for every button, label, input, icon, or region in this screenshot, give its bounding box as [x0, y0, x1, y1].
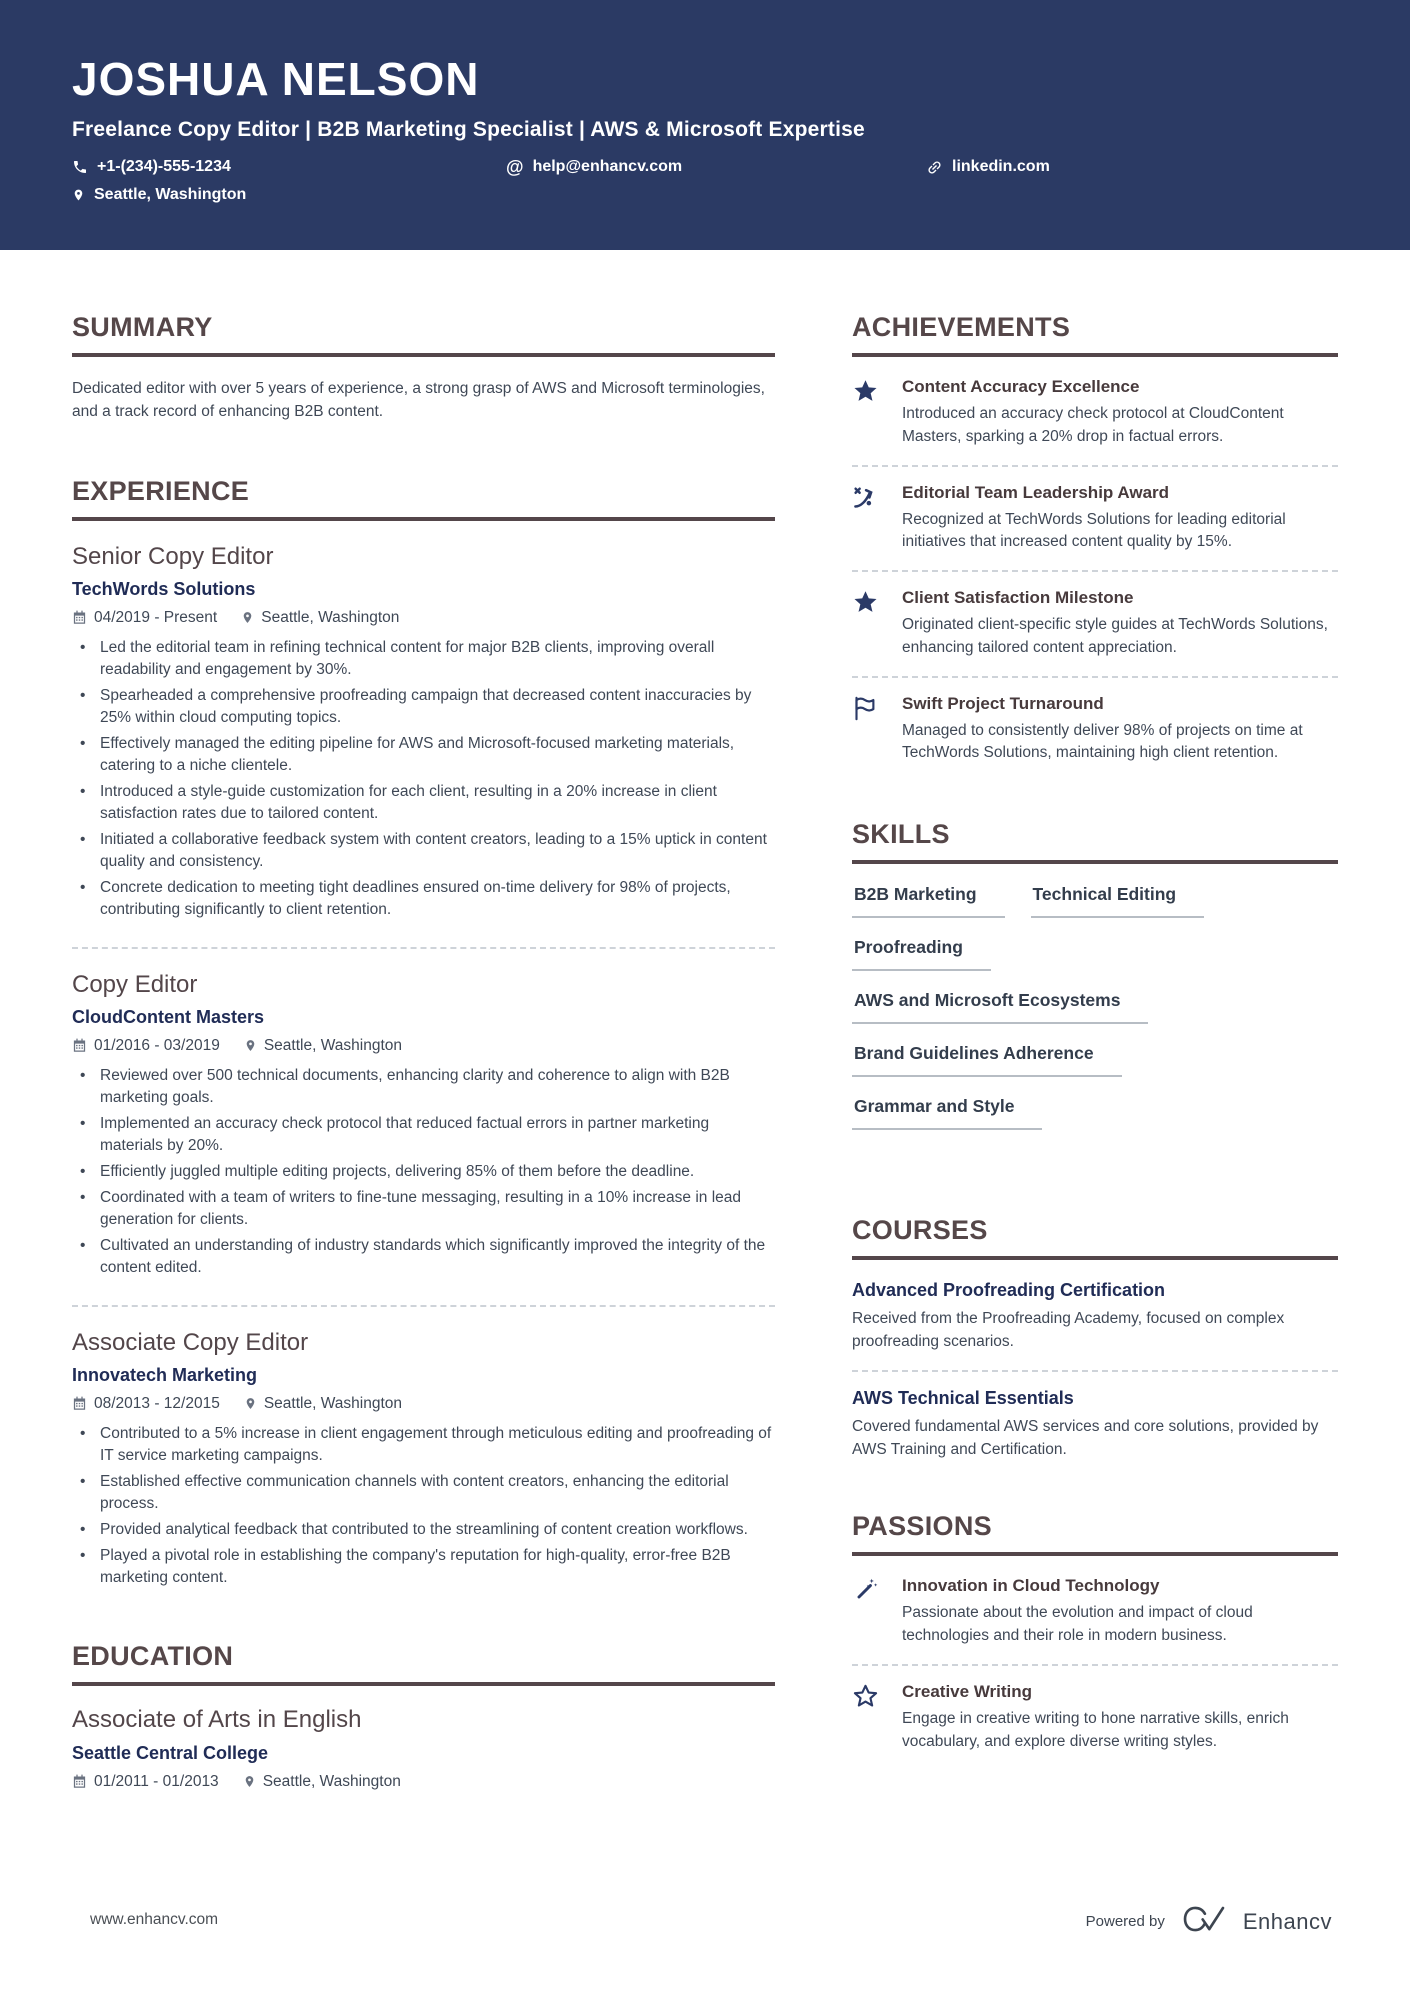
job-role: Copy Editor [72, 970, 198, 998]
achievement-content [902, 377, 1338, 449]
location-item [72, 186, 506, 204]
passions-heading: PASSIONS [852, 1511, 1338, 1556]
job-location [244, 1037, 402, 1055]
job-location-text: Seattle, Washington [261, 608, 400, 626]
achievement-item [852, 377, 1338, 449]
education-heading: EDUCATION [72, 1641, 775, 1686]
job-company: CloudContent Masters [72, 1006, 265, 1027]
summary-text: Dedicated editor with over 5 years of experience, a strong grasp of AWS and Microsoft terminologies, and a track record of enhancing B2B content. [72, 380, 765, 421]
bullet-item: • Concrete dedication to meeting tight deadlines ensured on-time delivery for 98% of projects, contributing significantly to client retention. [72, 877, 775, 921]
achievement-text: Managed to consistently deliver 98% of projects on time at TechWords Solutions, maintaining high client retention. [902, 721, 1303, 762]
achievement-content [902, 694, 1338, 766]
course-item [852, 1388, 1338, 1462]
skills-section [852, 819, 1338, 1149]
experience-entry [72, 969, 775, 1285]
achievement-text: Introduced an accuracy check protocol at CloudContent Masters, sparking a 20% drop in factual errors. [902, 405, 1284, 445]
job-role: Senior Copy Editor [72, 542, 274, 570]
bullet-item: • Implemented an accuracy check protocol that reduced factual errors in partner marketing materials by 20%. [72, 1113, 775, 1157]
divider [852, 570, 1338, 572]
calendar-icon [72, 610, 87, 625]
email-address: help@enhancv.com [532, 158, 683, 175]
calendar-icon [72, 1774, 87, 1789]
location-pin-icon [243, 1774, 256, 1789]
job-dates-text: 08/2013 - 12/2015 [94, 1394, 220, 1412]
education-dates-text: 01/2011 - 01/2013 [94, 1772, 219, 1790]
link-icon [926, 159, 943, 176]
achievement-title: Content Accuracy Excellence [902, 377, 1140, 396]
job-bullets [72, 1423, 775, 1589]
courses-heading: COURSES [852, 1215, 1338, 1260]
passion-item [852, 1682, 1338, 1754]
job-meta [72, 1395, 775, 1413]
job-meta [72, 1037, 775, 1055]
divider [72, 1305, 775, 1307]
skill-item: Technical Editing [1031, 884, 1205, 918]
wand-icon [852, 1576, 902, 1609]
education-location-text: Seattle, Washington [262, 1772, 401, 1790]
divider [852, 676, 1338, 678]
bullet-item: • Provided analytical feedback that contributed to the streamlining of content creation workflows. [72, 1519, 775, 1541]
experience-heading: EXPERIENCE [72, 476, 775, 521]
skills-heading: SKILLS [852, 819, 1338, 864]
experience-entry [72, 1327, 775, 1595]
location-pin-icon [72, 187, 85, 203]
achievement-item [852, 483, 1338, 555]
achievements-section [852, 312, 1338, 765]
linkedin-url: linkedin.com [952, 158, 1050, 175]
skill-item: B2B Marketing [852, 884, 1005, 918]
achievement-item [852, 588, 1338, 660]
job-dates-text: 01/2016 - 03/2019 [94, 1036, 220, 1054]
job-company: TechWords Solutions [72, 578, 256, 599]
education-degree: Associate of Arts in English [72, 1705, 362, 1733]
left-column [72, 312, 775, 1801]
enhancv-logo-icon [1181, 1904, 1227, 1939]
passion-text: Passionate about the evolution and impact of cloud technologies and their role in modern business. [902, 1604, 1253, 1645]
bullet-item: • Efficiently juggled multiple editing projects, delivering 85% of them before the deadline. [72, 1161, 775, 1183]
right-column [852, 312, 1338, 1801]
strategy-icon [852, 483, 902, 516]
course-title: AWS Technical Essentials [852, 1387, 1074, 1408]
job-location [244, 1395, 402, 1413]
education-meta [72, 1773, 775, 1791]
skills-list [852, 884, 1338, 1149]
bullet-item: • Played a pivotal role in establishing the company's reputation for high-quality, error-free B2B marketing content. [72, 1545, 775, 1589]
bullet-item: • Cultivated an understanding of industry standards which significantly improved the integrity of the content edited. [72, 1235, 775, 1279]
email-link[interactable] [506, 158, 926, 176]
summary-heading: SUMMARY [72, 312, 775, 357]
passion-title: Innovation in Cloud Technology [902, 1576, 1160, 1596]
skill-item: AWS and Microsoft Ecosystems [852, 990, 1148, 1024]
course-title: Advanced Proofreading Certification [852, 1280, 1166, 1301]
bullet-item: • Effectively managed the editing pipeline for AWS and Microsoft-focused marketing materials, catering to a niche clientele. [72, 733, 775, 777]
education-school: Seattle Central College [72, 1742, 269, 1763]
experience-section [72, 476, 775, 1595]
course-item [852, 1280, 1338, 1354]
star-icon [852, 588, 902, 621]
flag-icon [852, 694, 902, 727]
footer-site-link[interactable]: www.enhancv.com [90, 1911, 219, 1928]
powered-by-label: Powered by [1085, 1913, 1165, 1930]
job-location-text: Seattle, Washington [263, 1394, 402, 1412]
course-text: Covered fundamental AWS services and core solutions, provided by AWS Training and Certification. [852, 1417, 1319, 1458]
bullet-item: • Introduced a style-guide customization for each client, resulting in a 20% increase in client satisfaction rates due to tailored content. [72, 781, 775, 825]
achievement-title: Swift Project Turnaround [902, 693, 1104, 713]
divider [72, 947, 775, 949]
bullet-item: • Initiated a collaborative feedback system with content creators, leading to a 15% uptick in content quality and consistency. [72, 829, 775, 873]
location-text: Seattle, Washington [94, 186, 247, 203]
passion-content [902, 1576, 1338, 1648]
main-content [0, 312, 1410, 1801]
header [0, 0, 1410, 250]
job-bullets [72, 637, 775, 921]
skill-item: Brand Guidelines Adherence [852, 1043, 1122, 1077]
achievement-content [902, 588, 1338, 660]
job-dates [72, 1037, 220, 1055]
job-location-text: Seattle, Washington [263, 1036, 402, 1054]
phone-number: +1-(234)-555-1234 [97, 158, 231, 175]
phone-icon [72, 159, 88, 175]
star-outline-icon [852, 1682, 902, 1715]
linkedin-link[interactable] [926, 158, 1338, 176]
location-pin-icon [241, 610, 254, 625]
job-dates [72, 609, 217, 627]
bullet-item: • Coordinated with a team of writers to fine-tune messaging, resulting in a 10% increase in lead generation for clients. [72, 1187, 775, 1231]
location-pin-icon [244, 1038, 257, 1053]
passion-text: Engage in creative writing to hone narrative skills, enrich vocabulary, and explore diverse writing styles. [902, 1709, 1289, 1750]
job-location [241, 609, 399, 627]
passion-item [852, 1576, 1338, 1648]
job-dates [72, 1395, 220, 1413]
achievement-content [902, 483, 1338, 555]
bullet-item: • Established effective communication channels with content creators, enhancing the editorial process. [72, 1471, 775, 1515]
star-icon [852, 377, 902, 410]
passion-title: Creative Writing [902, 1681, 1033, 1701]
contact-row [72, 158, 1338, 204]
divider [852, 1370, 1338, 1372]
bullet-item: • Led the editorial team in refining technical content for major B2B clients, improving overall readability and engagement by 30%. [72, 637, 775, 681]
passion-content [902, 1682, 1338, 1754]
education-dates [72, 1773, 219, 1791]
person-headline: Freelance Copy Editor | B2B Marketing Specialist | AWS & Microsoft Expertise [72, 118, 865, 141]
achievement-title: Editorial Team Leadership Award [902, 482, 1170, 502]
bullet-item: • Contributed to a 5% increase in client engagement through meticulous editing and proofreading of IT service marketing campaigns. [72, 1423, 775, 1467]
job-bullets [72, 1065, 775, 1279]
achievement-title: Client Satisfaction Milestone [902, 588, 1134, 608]
course-text: Received from the Proofreading Academy, focused on complex proofreading scenarios. [852, 1310, 1285, 1351]
person-name: JOSHUA NELSON [72, 53, 480, 105]
calendar-icon [72, 1396, 87, 1411]
at-icon: @ [506, 157, 524, 177]
passions-section [852, 1511, 1338, 1753]
achievement-text: Originated client-specific style guides at TechWords Solutions, enhancing tailored content appreciation. [902, 616, 1328, 656]
courses-section [852, 1215, 1338, 1461]
divider [852, 465, 1338, 467]
bullet-item: • Reviewed over 500 technical documents, enhancing clarity and coherence to align with B2B marketing goals. [72, 1065, 775, 1109]
achievements-heading: ACHIEVEMENTS [852, 312, 1338, 357]
divider [852, 1664, 1338, 1666]
job-company: Innovatech Marketing [72, 1364, 258, 1385]
skill-item: Grammar and Style [852, 1096, 1042, 1130]
location-pin-icon [244, 1396, 257, 1411]
summary-section [72, 312, 775, 424]
achievement-item [852, 694, 1338, 766]
achievement-text: Recognized at TechWords Solutions for leading editorial initiatives that increased content quality by 15%. [902, 510, 1286, 551]
skill-item: Proofreading [852, 937, 991, 971]
experience-entry [72, 541, 775, 927]
bullet-item: • Spearheaded a comprehensive proofreading campaign that decreased content inaccuracies by 25% within cloud computing topics. [72, 685, 775, 729]
education-section [72, 1641, 775, 1791]
phone-link[interactable] [72, 158, 506, 176]
enhancv-wordmark: Enhancv [1242, 1908, 1332, 1934]
job-meta [72, 609, 775, 627]
job-role: Associate Copy Editor [72, 1328, 309, 1356]
job-dates-text: 04/2019 - Present [94, 608, 218, 626]
calendar-icon [72, 1038, 87, 1053]
education-location [243, 1773, 401, 1791]
footer-brand-group [1086, 1904, 1332, 1939]
